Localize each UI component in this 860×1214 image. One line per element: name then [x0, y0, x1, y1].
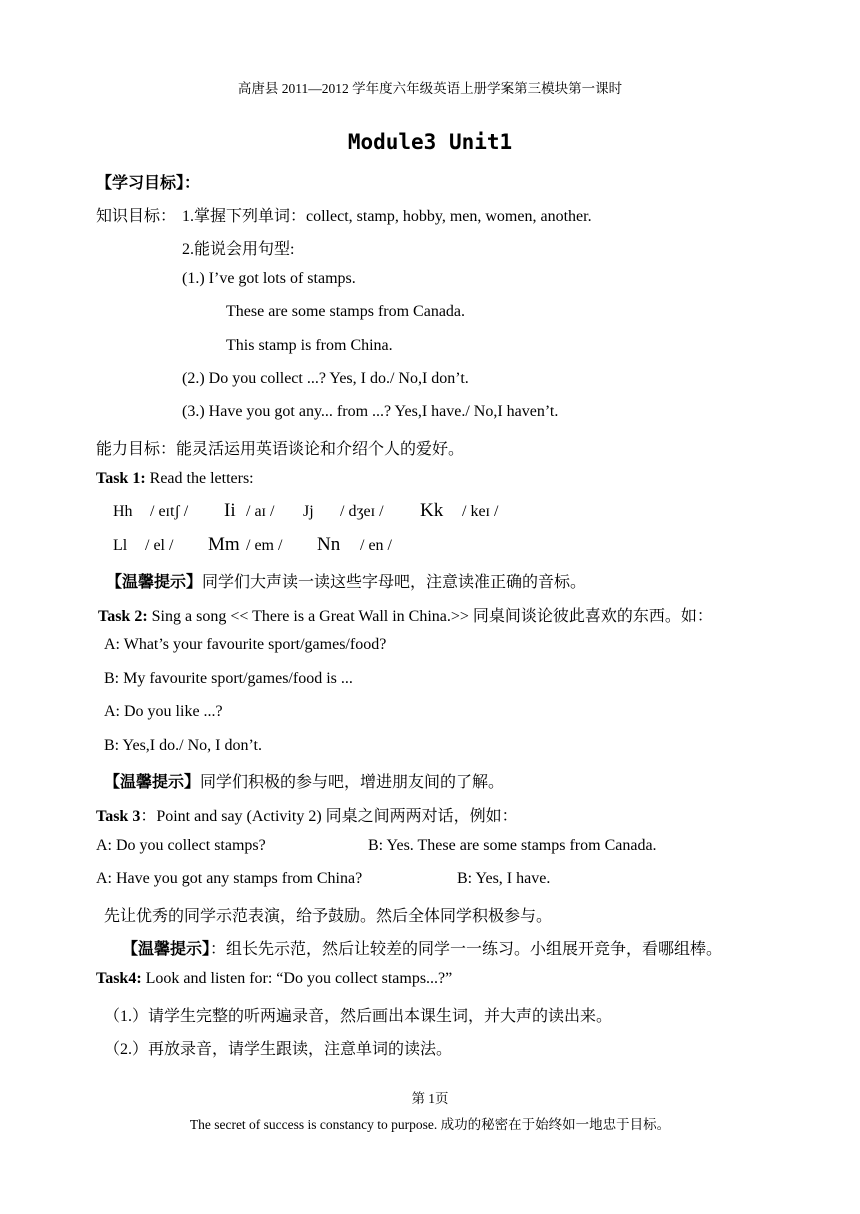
task1-heading	[96, 470, 254, 488]
task3-a2: A: Have you got any stamps from China?	[96, 870, 363, 887]
task3-a1: A: Do you collect stamps?	[96, 837, 266, 854]
phonetic-ii: / aɪ /	[246, 503, 275, 520]
pattern-1: (1.) I’ve got lots of stamps.	[182, 270, 356, 287]
task4-heading	[96, 970, 452, 988]
letters-row-1	[0, 500, 860, 530]
task3-tip-text: ：组长先示范，然后让较差的同学一一练习。小组展开竞争，看哪组棒。	[210, 941, 723, 958]
letter-ii: Ii	[224, 500, 236, 521]
task2-tip-label: 【温馨提示】	[104, 772, 201, 791]
pattern-1b: This stamp is from China.	[226, 337, 393, 354]
knowledge-goal-item-1: 1.掌握下列单词：collect, stamp, hobby, men, women, another.	[182, 208, 592, 225]
task4-label: Task4:	[96, 970, 142, 987]
letter-ll: Ll	[113, 537, 128, 554]
task2-tip	[104, 769, 504, 792]
pattern-2: (2.) Do you collect ...? Yes, I do./ No,I don’t.	[182, 370, 469, 387]
task2-text: Sing a song << There is a Great Wall in China.>> 同桌间谈论彼此喜欢的东西。如：	[147, 608, 713, 625]
task1-label: Task 1:	[96, 470, 146, 487]
letter-hh: Hh	[113, 503, 133, 520]
letter-jj: Jj	[303, 503, 314, 520]
task1-tip-label: 【温馨提示】	[106, 572, 203, 591]
phonetic-jj: / dʒeɪ /	[340, 503, 384, 520]
task3-b1: B: Yes. These are some stamps from Canada.	[368, 837, 657, 854]
knowledge-goal-item-2: 2.能说会用句型:	[182, 241, 295, 258]
letter-mm: Mm	[208, 534, 240, 555]
task4-step-1: （1.）请学生完整的听两遍录音，然后画出本课生词，并大声的读出来。	[104, 1008, 613, 1025]
phonetic-kk: / keɪ /	[462, 503, 499, 520]
task3-note: 先让优秀的同学示范表演，给予鼓励。然后全体同学积极参与。	[104, 908, 553, 925]
objectives-heading: 【学习目标】：	[96, 173, 201, 192]
ability-goal: 能力目标：能灵活运用英语谈论和介绍个人的爱好。	[96, 441, 465, 458]
task1-tip-text: 同学们大声读一读这些字母吧，注意读准正确的音标。	[202, 574, 587, 591]
task2-dialog-4: B: Yes,I do./ No, I don’t.	[104, 737, 262, 754]
task3-tip	[122, 936, 722, 959]
task3-tip-label: 【温馨提示】	[122, 939, 211, 958]
phonetic-ll: / el /	[145, 537, 174, 554]
letter-kk: Kk	[420, 500, 444, 521]
task4-text: Look and listen for: “Do you collect stamps...?”	[141, 970, 453, 987]
phonetic-hh: / eɪtʃ /	[150, 503, 189, 520]
phonetic-mm: / em /	[246, 537, 283, 554]
task3-text: ：Point and say (Activity 2) 同桌之间两两对话，例如：	[140, 808, 518, 825]
pattern-1a: These are some stamps from Canada.	[226, 303, 466, 320]
task2-tip-text: 同学们积极的参与吧，增进朋友间的了解。	[200, 774, 505, 791]
task2-label: Task 2:	[98, 608, 148, 625]
task3-b2: B: Yes, I have.	[457, 870, 551, 887]
task2-dialog-1: A: What’s your favourite sport/games/food?	[104, 636, 387, 653]
task2-dialog-2: B: My favourite sport/games/food is ...	[104, 670, 353, 687]
letters-row-2	[0, 534, 860, 564]
page-number: 第 1页	[411, 1091, 449, 1106]
page-title: Module3 Unit1	[347, 130, 513, 154]
task2-heading	[98, 603, 713, 626]
knowledge-goal-label: 知识目标：	[96, 208, 177, 225]
phonetic-nn: / en /	[360, 537, 392, 554]
pattern-3: (3.) Have you got any... from ...? Yes,I have./ No,I haven’t.	[182, 403, 559, 420]
task2-dialog-3: A: Do you like ...?	[104, 703, 223, 720]
task1-text: Read the letters:	[145, 470, 254, 487]
task3-label: Task 3	[96, 808, 141, 825]
task3-heading	[96, 803, 518, 826]
page-header: 高唐县 2011—2012 学年度六年级英语上册学案第三模块第一课时	[237, 81, 623, 96]
task1-tip	[106, 569, 586, 592]
footer-motto: The secret of success is constancy to purpose. 成功的秘密在于始终如一地忠于目标。	[189, 1117, 671, 1132]
task4-step-2: （2.）再放录音，请学生跟读，注意单词的读法。	[104, 1041, 453, 1058]
letter-nn: Nn	[317, 534, 341, 555]
